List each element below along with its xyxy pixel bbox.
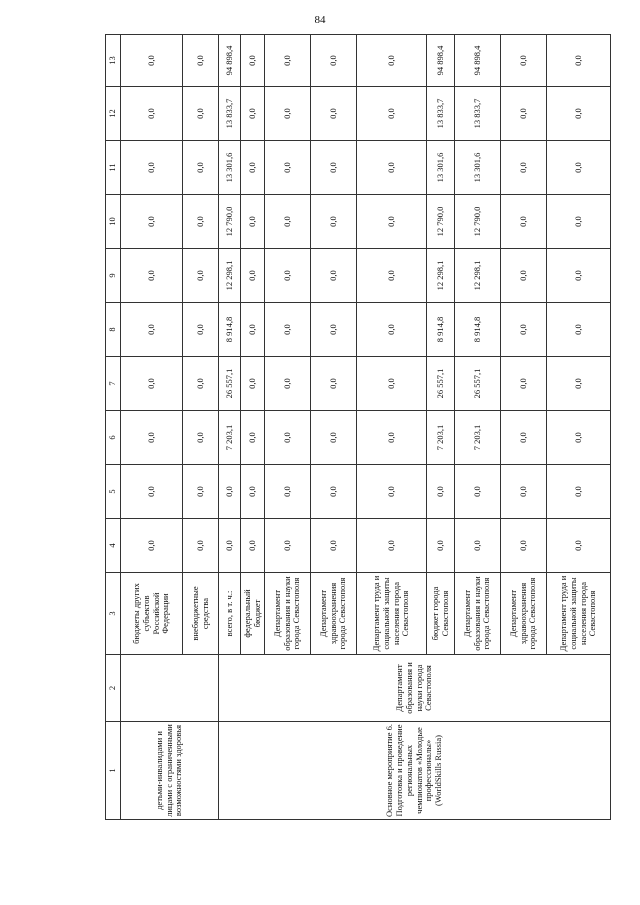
value-cell: 0,0 — [183, 87, 219, 141]
funding-source-cell: бюджеты других субъектов Российской Федерации — [121, 573, 183, 655]
value-cell: 0,0 — [311, 195, 357, 249]
value-cell: 0,0 — [357, 519, 427, 573]
value-cell: 0,0 — [501, 465, 547, 519]
value-cell: 0,0 — [241, 357, 265, 411]
funding-source-cell: Департамент здравоохранения города Севастополя — [501, 573, 547, 655]
column-number: 12 — [106, 87, 121, 141]
value-cell: 0,0 — [241, 141, 265, 195]
value-cell: 0,0 — [501, 141, 547, 195]
value-cell: 94 898,4 — [427, 35, 455, 87]
funding-source-cell: Департамент труда и социальной защиты населения города Севастополя — [547, 573, 611, 655]
value-cell: 0,0 — [183, 303, 219, 357]
value-cell: 0,0 — [311, 87, 357, 141]
value-cell: 12 298,1 — [427, 249, 455, 303]
rotated-table-sheet — [105, 35, 640, 820]
funding-source-cell: Департамент здравоохранения города Севастополя — [311, 573, 357, 655]
value-cell: 0,0 — [265, 35, 311, 87]
value-cell: 13 833,7 — [455, 87, 501, 141]
value-cell: 0,0 — [311, 411, 357, 465]
value-cell: 0,0 — [357, 303, 427, 357]
value-cell: 0,0 — [455, 465, 501, 519]
value-cell: 0,0 — [501, 195, 547, 249]
value-cell: 0,0 — [241, 303, 265, 357]
value-cell: 0,0 — [311, 35, 357, 87]
value-cell: 0,0 — [219, 519, 241, 573]
value-cell: 0,0 — [547, 519, 611, 573]
value-cell: 0,0 — [265, 357, 311, 411]
value-cell: 0,0 — [183, 249, 219, 303]
value-cell: 8 914,8 — [427, 303, 455, 357]
budget-table — [105, 34, 611, 820]
funding-source-cell: всего, в т. ч.: — [219, 573, 241, 655]
value-cell: 0,0 — [311, 357, 357, 411]
value-cell: 0,0 — [427, 465, 455, 519]
value-cell: 0,0 — [121, 35, 183, 87]
value-cell: 0,0 — [121, 411, 183, 465]
value-cell: 0,0 — [357, 195, 427, 249]
column-number-row — [106, 35, 121, 820]
value-cell: 0,0 — [547, 195, 611, 249]
value-cell: 0,0 — [241, 465, 265, 519]
value-cell: 0,0 — [183, 465, 219, 519]
value-cell: 0,0 — [183, 411, 219, 465]
value-cell: 8 914,8 — [219, 303, 241, 357]
value-cell: 8 914,8 — [455, 303, 501, 357]
column-number: 13 — [106, 35, 121, 87]
value-cell: 0,0 — [311, 465, 357, 519]
funding-source-cell: бюджет города Севастополя — [427, 573, 455, 655]
value-cell: 0,0 — [547, 411, 611, 465]
value-cell: 0,0 — [121, 519, 183, 573]
value-cell: 7 203,1 — [455, 411, 501, 465]
value-cell: 0,0 — [311, 519, 357, 573]
value-cell: 0,0 — [547, 357, 611, 411]
value-cell: 13 301,6 — [427, 141, 455, 195]
value-cell: 0,0 — [357, 141, 427, 195]
value-cell: 0,0 — [219, 465, 241, 519]
value-cell: 0,0 — [455, 519, 501, 573]
executor-cell: Департамент образования и науки города Севастополя — [219, 655, 611, 722]
value-cell: 0,0 — [183, 357, 219, 411]
value-cell: 0,0 — [547, 87, 611, 141]
value-cell: 12 790,0 — [427, 195, 455, 249]
column-number: 5 — [106, 465, 121, 519]
value-cell: 0,0 — [265, 249, 311, 303]
value-cell: 0,0 — [501, 357, 547, 411]
value-cell: 0,0 — [311, 303, 357, 357]
value-cell: 0,0 — [501, 303, 547, 357]
column-number: 1 — [106, 722, 121, 820]
value-cell: 0,0 — [121, 357, 183, 411]
value-cell: 0,0 — [501, 87, 547, 141]
value-cell: 0,0 — [547, 465, 611, 519]
value-cell: 0,0 — [357, 357, 427, 411]
value-cell: 0,0 — [121, 87, 183, 141]
value-cell: 26 557,1 — [427, 357, 455, 411]
value-cell: 0,0 — [501, 35, 547, 87]
column-number: 2 — [106, 655, 121, 722]
value-cell: 7 203,1 — [219, 411, 241, 465]
value-cell: 0,0 — [183, 195, 219, 249]
value-cell: 0,0 — [357, 411, 427, 465]
value-cell: 0,0 — [265, 465, 311, 519]
value-cell: 0,0 — [121, 465, 183, 519]
value-cell: 0,0 — [547, 141, 611, 195]
table-row — [121, 35, 183, 820]
value-cell: 0,0 — [265, 195, 311, 249]
value-cell: 0,0 — [547, 303, 611, 357]
value-cell: 0,0 — [121, 249, 183, 303]
column-number: 8 — [106, 303, 121, 357]
column-number: 10 — [106, 195, 121, 249]
value-cell: 0,0 — [501, 249, 547, 303]
value-cell: 13 833,7 — [427, 87, 455, 141]
value-cell: 13 833,7 — [219, 87, 241, 141]
value-cell: 0,0 — [501, 411, 547, 465]
value-cell: 7 203,1 — [427, 411, 455, 465]
value-cell: 0,0 — [241, 87, 265, 141]
funding-source-cell: федеральный бюджет — [241, 573, 265, 655]
value-cell: 12 298,1 — [219, 249, 241, 303]
column-number: 11 — [106, 141, 121, 195]
value-cell: 94 898,4 — [455, 35, 501, 87]
value-cell: 0,0 — [241, 411, 265, 465]
value-cell: 26 557,1 — [455, 357, 501, 411]
funding-source-cell: Департамент образования и науки города Севастополя — [455, 573, 501, 655]
value-cell: 0,0 — [311, 249, 357, 303]
value-cell: 0,0 — [121, 141, 183, 195]
funding-source-cell: Департамент образования и науки города Севастополя — [265, 573, 311, 655]
value-cell: 0,0 — [241, 195, 265, 249]
funding-source-cell: Департамент труда и социальной защиты населения города Севастополя — [357, 573, 427, 655]
table-body — [106, 35, 611, 820]
value-cell: 0,0 — [311, 141, 357, 195]
value-cell: 0,0 — [265, 87, 311, 141]
value-cell: 0,0 — [121, 195, 183, 249]
value-cell: 0,0 — [357, 87, 427, 141]
table-row — [219, 35, 241, 820]
value-cell: 0,0 — [183, 519, 219, 573]
value-cell: 0,0 — [265, 519, 311, 573]
column-number: 6 — [106, 411, 121, 465]
value-cell: 0,0 — [241, 249, 265, 303]
value-cell: 0,0 — [357, 465, 427, 519]
value-cell: 0,0 — [183, 35, 219, 87]
value-cell: 0,0 — [265, 303, 311, 357]
value-cell: 13 301,6 — [219, 141, 241, 195]
value-cell: 26 557,1 — [219, 357, 241, 411]
event-name-cell: детьми-инвалидами и лицами с ограниченными возможностями здоровья — [121, 722, 219, 820]
value-cell: 0,0 — [241, 35, 265, 87]
column-number: 9 — [106, 249, 121, 303]
value-cell: 12 790,0 — [455, 195, 501, 249]
value-cell: 12 790,0 — [219, 195, 241, 249]
executor-cell — [121, 655, 219, 722]
value-cell: 0,0 — [121, 303, 183, 357]
page-number: 84 — [314, 14, 326, 26]
value-cell: 94 898,4 — [219, 35, 241, 87]
value-cell: 0,0 — [357, 249, 427, 303]
value-cell: 0,0 — [183, 141, 219, 195]
value-cell: 0,0 — [547, 35, 611, 87]
value-cell: 12 298,1 — [455, 249, 501, 303]
value-cell: 0,0 — [241, 519, 265, 573]
column-number: 3 — [106, 573, 121, 655]
value-cell: 0,0 — [501, 519, 547, 573]
funding-source-cell: внебюджетные средства — [183, 573, 219, 655]
column-number: 4 — [106, 519, 121, 573]
value-cell: 13 301,6 — [455, 141, 501, 195]
value-cell: 0,0 — [357, 35, 427, 87]
column-number: 7 — [106, 357, 121, 411]
value-cell: 0,0 — [265, 411, 311, 465]
event-name-cell: Основное мероприятие 6. Подготовка и проведение региональных чемпионатов «Молодые профессионалы» (WorldSkills Russia) — [219, 722, 611, 820]
value-cell: 0,0 — [265, 141, 311, 195]
value-cell: 0,0 — [427, 519, 455, 573]
value-cell: 0,0 — [547, 249, 611, 303]
